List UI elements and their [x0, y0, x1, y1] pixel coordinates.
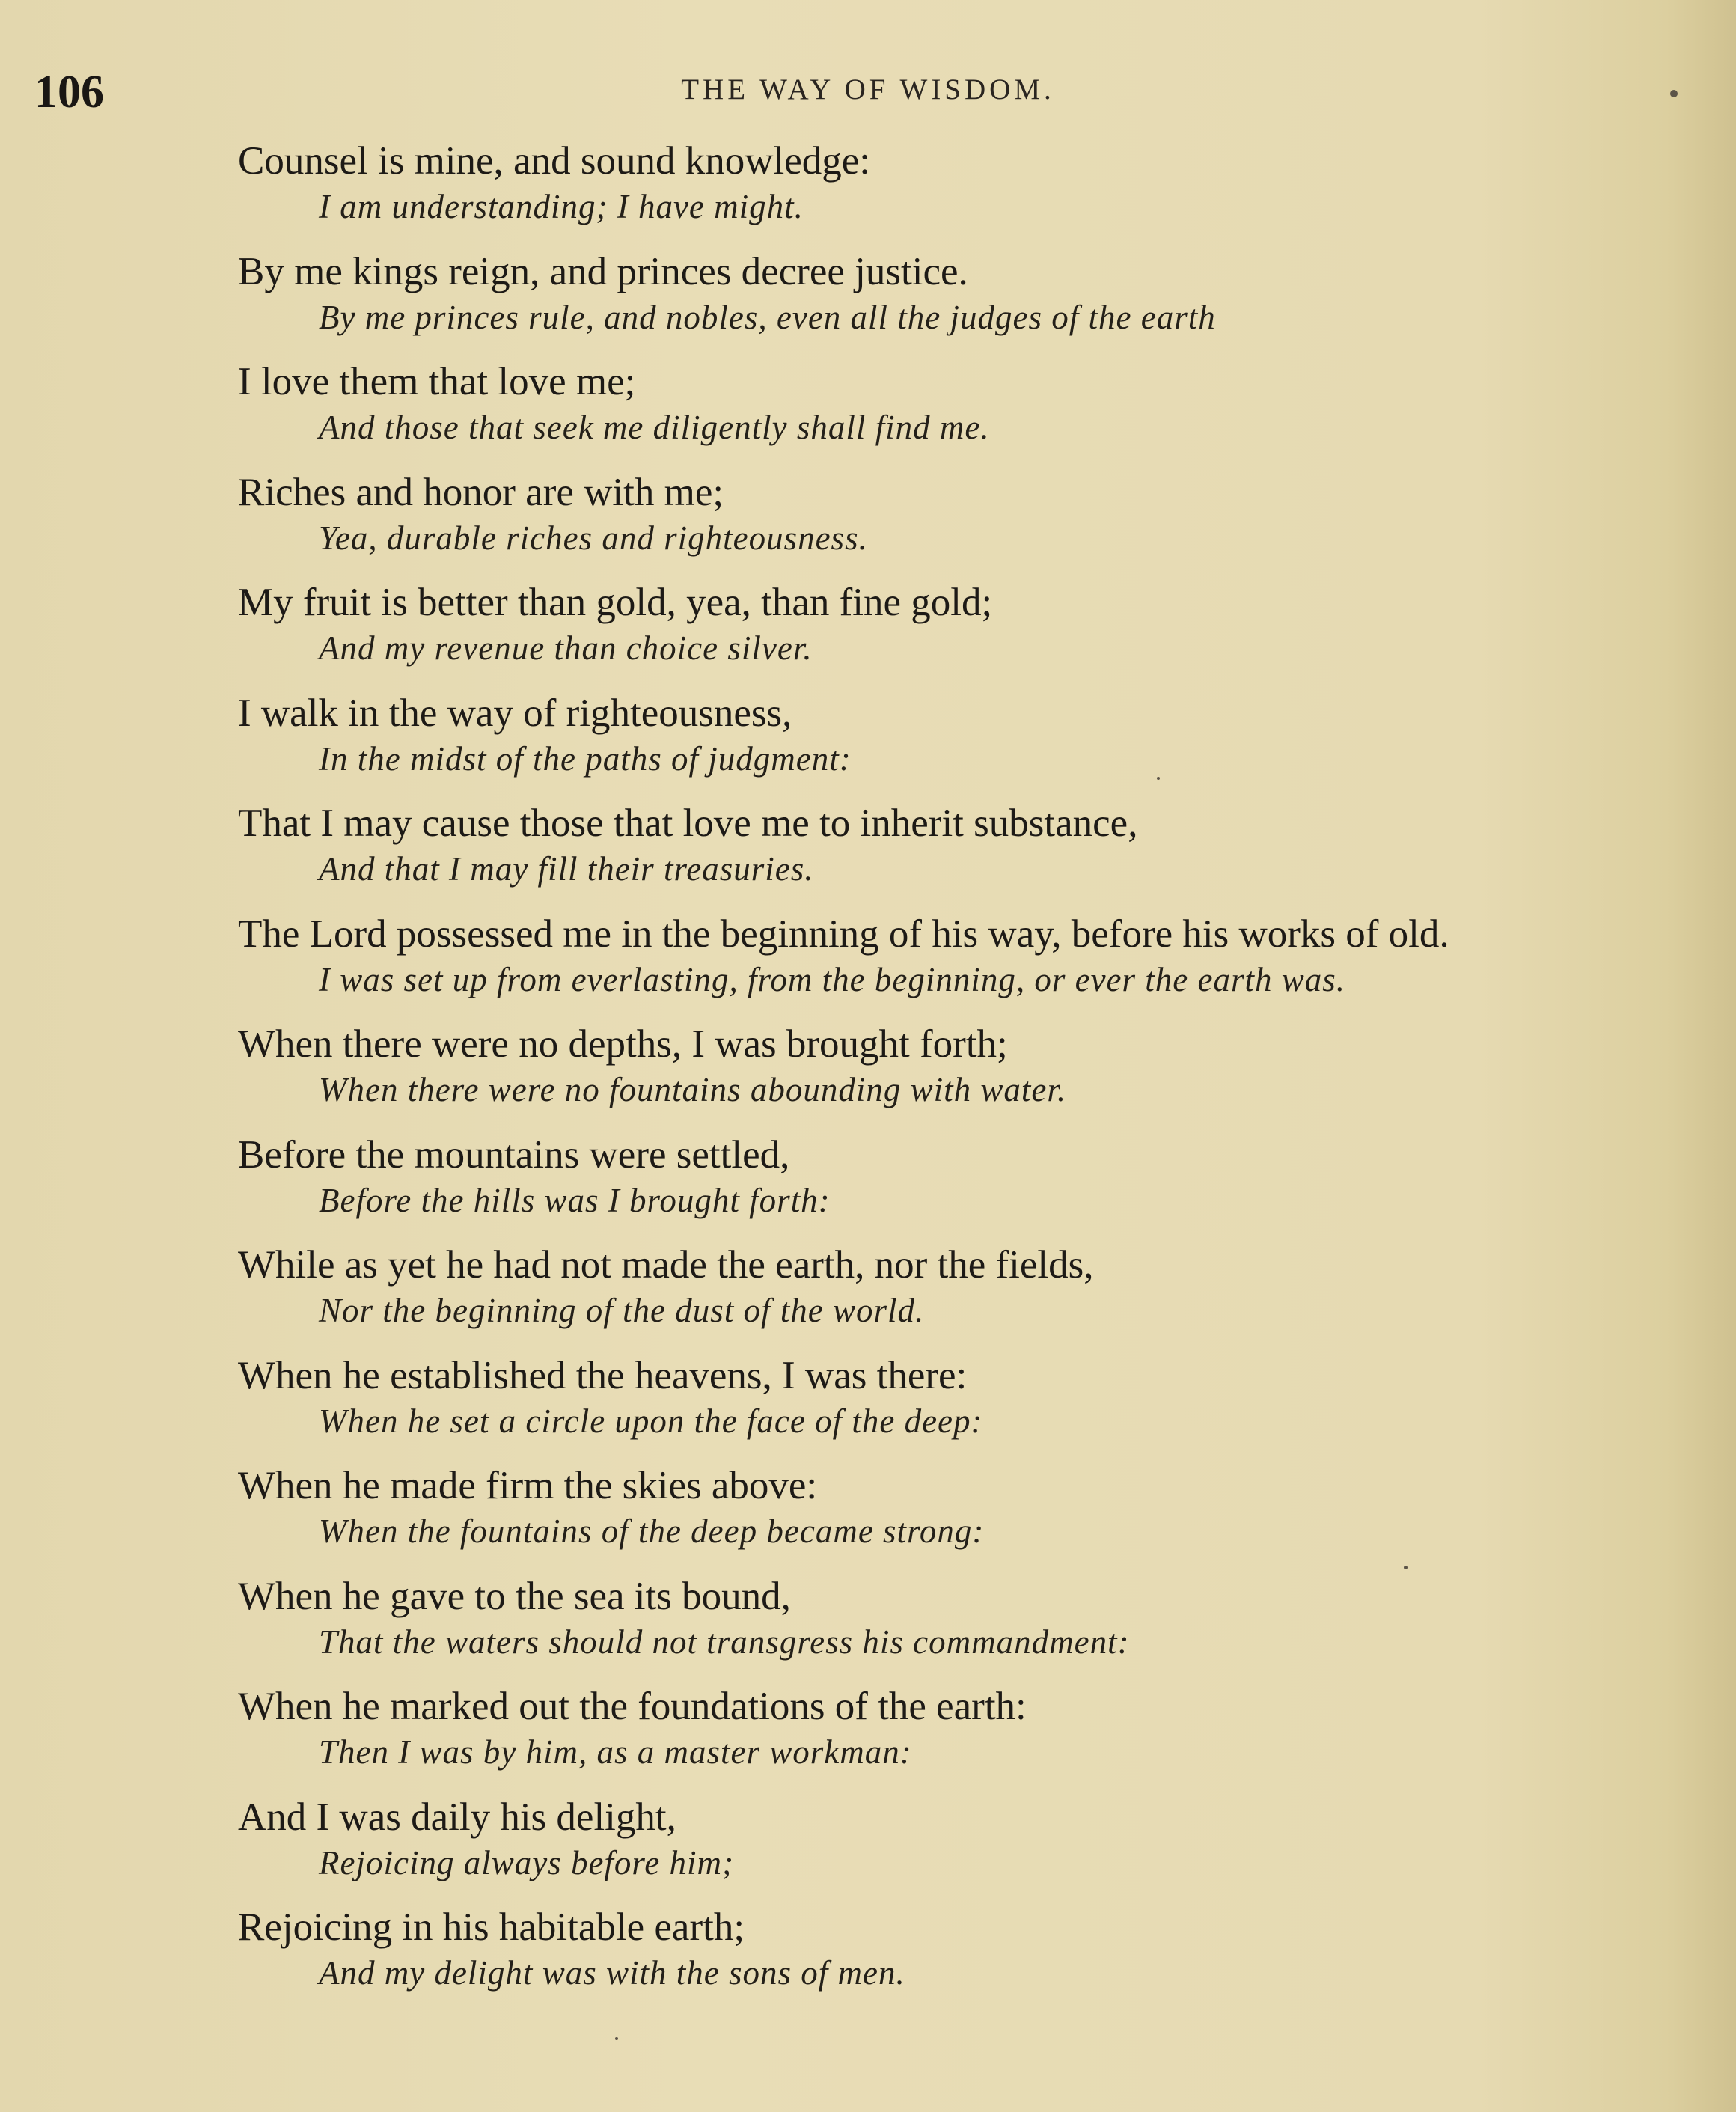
- verse-line: When there were no depths, I was brought forth;: [238, 1022, 1008, 1066]
- verse-2: [238, 245, 1720, 356]
- verse-line: My fruit is better than gold, yea, than fine gold;: [238, 581, 993, 624]
- verse-line: Rejoicing in his habitable earth;: [238, 1905, 745, 1949]
- verse-8: [238, 908, 1720, 1019]
- verse-response: When there were no fountains abounding with water.: [319, 1071, 1067, 1108]
- verse-17: [238, 1901, 1720, 2012]
- verse-3: [238, 355, 1720, 466]
- verse-line: When he marked out the foundations of the earth:: [238, 1685, 1027, 1728]
- running-title: THE WAY OF WISDOM.: [681, 73, 1055, 106]
- page-number: 106: [34, 67, 104, 117]
- ink-speck: [1670, 90, 1678, 97]
- verse-line: And I was daily his delight,: [238, 1795, 676, 1839]
- verse-response: That the waters should not transgress his commandment:: [319, 1623, 1130, 1661]
- verse-line: I love them that love me;: [238, 360, 636, 403]
- verse-response: And my revenue than choice silver.: [319, 629, 813, 667]
- verse-11: [238, 1239, 1720, 1349]
- verse-9: [238, 1018, 1720, 1129]
- verse-line: That I may cause those that love me to inherit substance,: [238, 802, 1138, 845]
- verse-line: Riches and honor are with me;: [238, 470, 724, 514]
- verse-response: When he set a circle upon the face of the deep:: [319, 1402, 983, 1440]
- verse-response: Before the hills was I brought forth:: [319, 1181, 831, 1219]
- verse-12: [238, 1349, 1720, 1460]
- ink-speck: [1404, 1566, 1408, 1569]
- verse-response: When the fountains of the deep became strong:: [319, 1513, 985, 1550]
- verse-16: [238, 1791, 1720, 1902]
- verse-5: [238, 576, 1720, 687]
- verse-1: [238, 135, 1720, 245]
- ink-speck: [615, 2037, 618, 2040]
- verse-response: Then I was by him, as a master workman:: [319, 1733, 912, 1771]
- verse-list: [238, 135, 1720, 2012]
- verse-response: Yea, durable riches and righteousness.: [319, 519, 868, 557]
- verse-response: By me princes rule, and nobles, even all the judges of the earth: [319, 298, 1216, 336]
- verse-response: And my delight was with the sons of men.: [319, 1954, 905, 1992]
- verse-4: [238, 466, 1720, 577]
- verse-line: When he established the heavens, I was there:: [238, 1353, 968, 1397]
- verse-response: And those that seek me diligently shall find me.: [319, 409, 990, 446]
- verse-line: While as yet he had not made the earth, nor the fields,: [238, 1243, 1094, 1287]
- verse-7: [238, 797, 1720, 908]
- verse-line: By me kings reign, and princes decree justice.: [238, 249, 968, 293]
- verse-line: Counsel is mine, and sound knowledge:: [238, 139, 870, 183]
- verse-response: And that I may fill their treasuries.: [319, 850, 814, 888]
- verse-6: [238, 687, 1720, 798]
- verse-line: When he made firm the skies above:: [238, 1464, 818, 1507]
- verse-response: Rejoicing always before him;: [319, 1843, 734, 1881]
- verse-15: [238, 1680, 1720, 1791]
- verse-13: [238, 1459, 1720, 1570]
- verse-response: I am understanding; I have might.: [319, 188, 804, 225]
- verse-response: Nor the beginning of the dust of the world.: [319, 1292, 925, 1329]
- verse-14: [238, 1570, 1720, 1681]
- verse-line: The Lord possessed me in the beginning of his way, before his works of old.: [238, 912, 1449, 956]
- verse-response: In the midst of the paths of judgment:: [319, 739, 852, 778]
- ink-speck: [1157, 777, 1160, 780]
- verse-response: I was set up from everlasting, from the beginning, or ever the earth was.: [319, 960, 1346, 998]
- verse-10: [238, 1129, 1720, 1239]
- verse-line: I walk in the way of righteousness,: [238, 691, 792, 735]
- verse-line: Before the mountains were settled,: [238, 1132, 790, 1176]
- verse-line: When he gave to the sea its bound,: [238, 1574, 791, 1618]
